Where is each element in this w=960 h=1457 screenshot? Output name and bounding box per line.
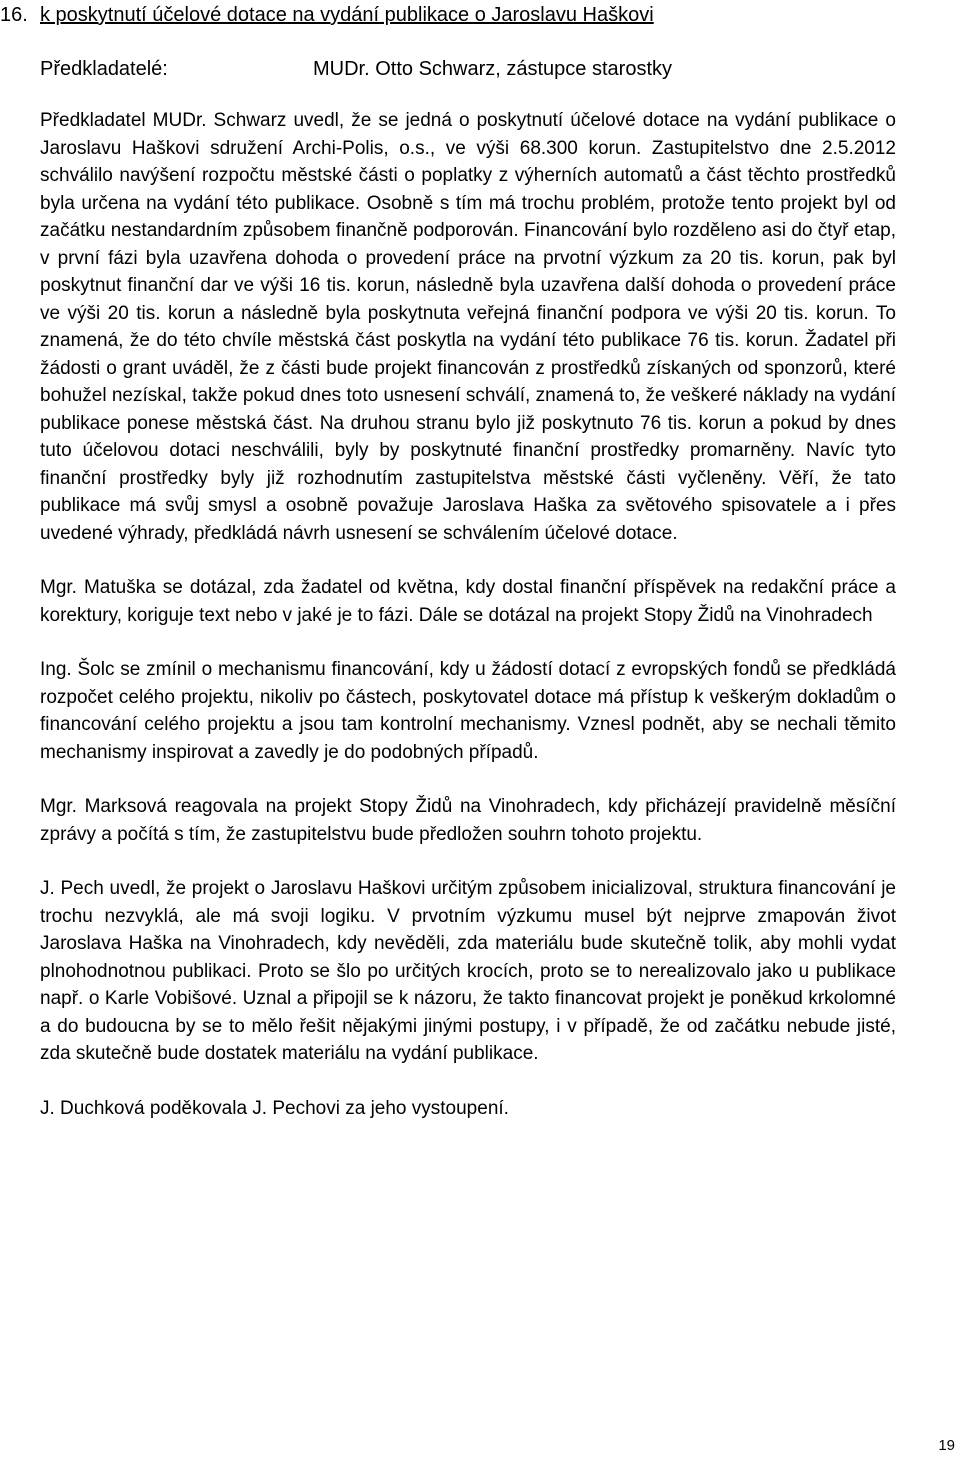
paragraph-pech: J. Pech uvedl, že projekt o Jaroslavu Haškovi určitým způsobem inicializoval, struktura financování je trochu nezvyklá, ale má svoji logiku. V prvotním výzkumu musel být nejprve zmapován život Jaroslava Haška na Vinohradech, kdy nevěděli, zda materiálu bude skutečně tolik, aby mohli vydat plnohodnotnou publikaci. Proto se šlo po určitých krocích, proto se to nerealizovalo jako u publikace např. o Karle Vobišové. Uznal a připojil se k názoru, že takto financovat projekt je poněkud krkolomné a do budoucna by se to mělo řešit nějakými jinými postupy, i v případě, že od začátku nebude jisté, zda skutečně bude dostatek materiálu na vydání publikace.	[40, 878, 896, 1064]
agenda-item-number: 16.	[0, 4, 28, 26]
page-number: 19	[938, 1437, 955, 1454]
paragraph-marksova: Mgr. Marksová reagovala na projekt Stopy Židů na Vinohradech, kdy přicházejí pravidelně měsíční zprávy a počítá s tím, že zastupitelstvu bude předložen souhrn tohoto projektu.	[40, 796, 896, 845]
proposers-value: MUDr. Otto Schwarz, zástupce starostky	[313, 58, 672, 80]
paragraph-schwarz: Předkladatel MUDr. Schwarz uvedl, že se jedná o poskytnutí účelové dotace na vydání publikace o Jaroslavu Haškovi sdružení Archi-Polis, o.s., ve výši 68.300 korun. Zastupitelstvo dne 2.5.2012 schválilo navýšení rozpočtu městské části o poplatky z výherních automatů a část těchto prostředků byla určena na vydání této publikace. Osobně s tím má trochu problém, protože tento projekt byl od začátku nestandardním způsobem finančně podporován. Financování bylo rozděleno asi do čtyř etap, v první fázi byla uzavřena dohoda o provedení práce na prvotní výzkum za 20 tis. korun, pak byl poskytnut finanční dar ve výši 16 tis. korun, následně byla uzavřena další dohoda o provedení práce ve výši 20 tis. korun a následně byla poskytnuta veřejná finanční podpora ve výši 20 tis. korun. To znamená, že do této chvíle městská část poskytla na vydání této publikace 76 tis. korun. Žadatel při žádosti o grant uváděl, že z části bude projekt financován z prostředků získaných od sponzorů, které bohužel nezískal, takže pokud dnes toto usnesení schválí, znamená to, že veškeré náklady na vydání publikace ponese městská část. Na druhou stranu bylo již poskytnuto 76 tis. korun a pokud by dnes tuto účelovou dotaci neschválili, byly by poskytnuté finanční prostředky promarněny. Navíc tyto finanční prostředky byly již rozhodnutím zastupitelstva městské části vyčleněny. Věří, že tato publikace má svůj smysl a osobně považuje Jaroslava Haška za světového spisovatele a i přes uvedené výhrady, předkládá návrh usnesení se schválením účelové dotace.	[40, 110, 896, 544]
paragraph-matuska: Mgr. Matuška se dotázal, zda žadatel od května, kdy dostal finanční příspěvek na redakční práce a korektury, koriguje text nebo v jaké je to fázi. Dále se dotázal na projekt Stopy Židů na Vinohradech	[40, 577, 896, 626]
minutes-body	[40, 107, 896, 1149]
proposers-line	[40, 57, 672, 81]
agenda-item-heading	[0, 3, 654, 27]
paragraph-solc: Ing. Šolc se zmínil o mechanismu financování, kdy u žádostí dotací z evropských fondů se předkládá rozpočet celého projektu, nikoliv po částech, poskytovatel dotace má přístup k veškerým dokladům o financování celého projektu a jsou tam kontrolní mechanismy. Vznesl podnět, aby se nechali těmito mechanismy inspirovat a zavedly je do podobných případů.	[40, 659, 896, 763]
proposers-label: Předkladatelé:	[40, 58, 168, 80]
agenda-item-title: k poskytnutí účelové dotace na vydání publikace o Jaroslavu Haškovi	[40, 4, 654, 26]
paragraph-duchkova: J. Duchková poděkovala J. Pechovi za jeho vystoupení.	[40, 1097, 509, 1119]
